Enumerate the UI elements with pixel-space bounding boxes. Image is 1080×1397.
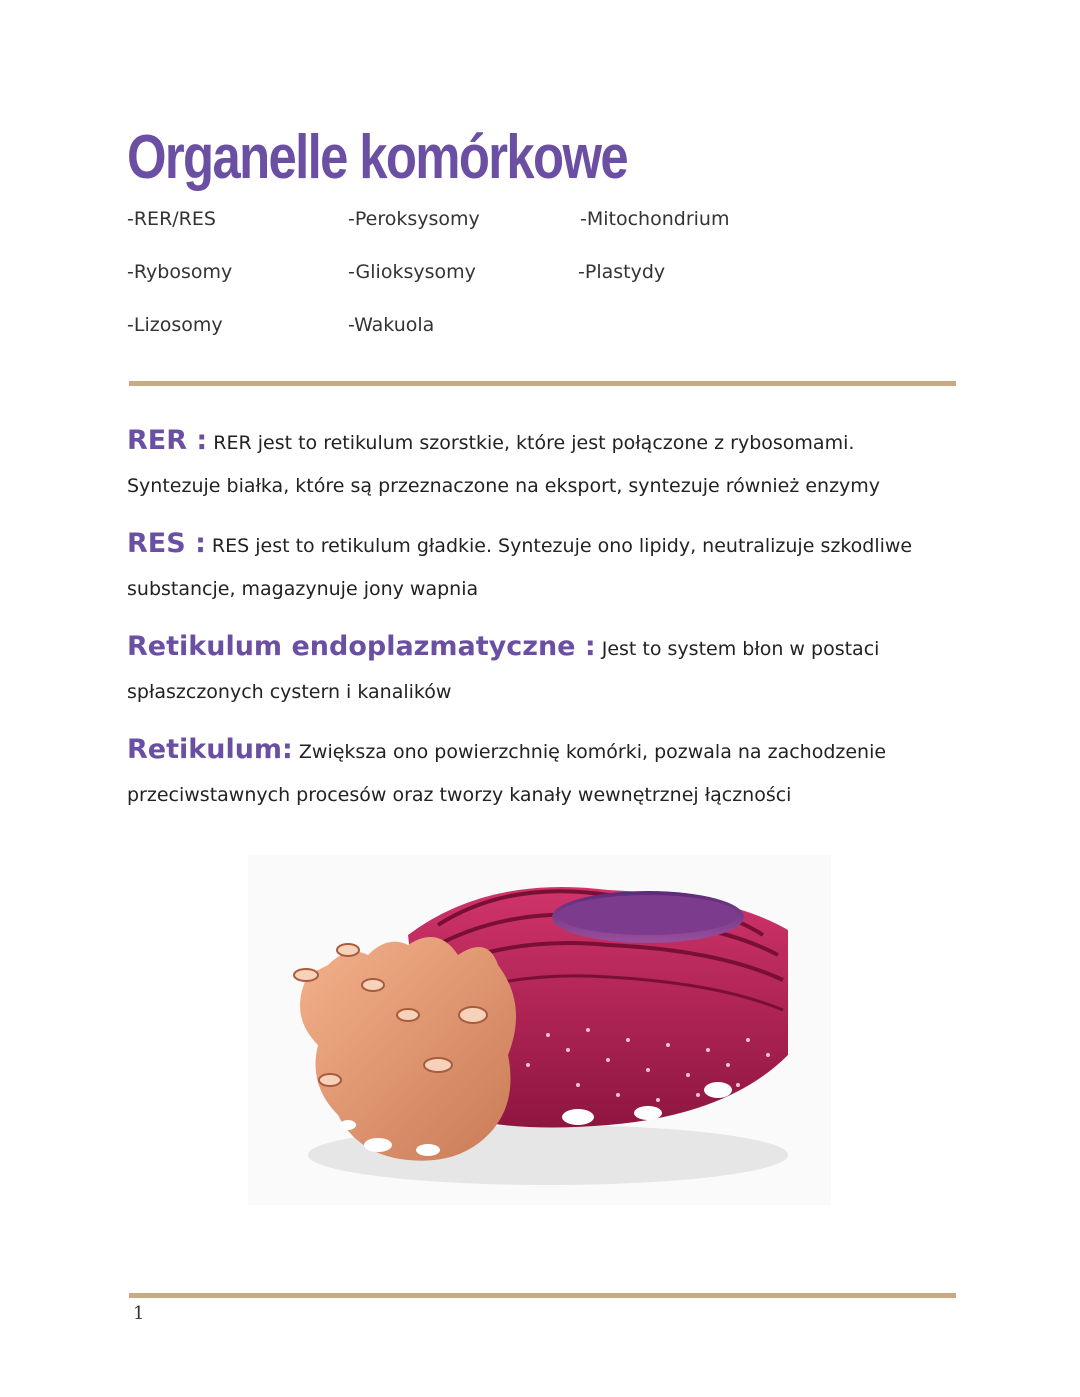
organelle-list-item: -Lizosomy <box>127 314 223 336</box>
organelle-list-item: -Glioksysomy <box>348 261 476 283</box>
paragraph-rer <box>127 419 947 508</box>
er-illustration-svg <box>248 855 831 1205</box>
organelle-list-item: -Plastydy <box>578 261 666 283</box>
page-number: 1 <box>133 1303 145 1324</box>
organelle-list-item: -RER/RES <box>127 208 216 230</box>
divider-bottom <box>129 1293 956 1298</box>
organelle-list-item: -Rybosomy <box>127 261 233 283</box>
term-rer: RER : <box>127 425 208 456</box>
paragraph-rer-text: RER jest to retikulum szorstkie, które jest połączone z rybosomami. Syntezuje białka, które są przeznaczone na eksport, syntezuje również enzymy <box>127 432 881 497</box>
paragraph-retikulum-text: Zwiększa ono powierzchnię komórki, pozwala na zachodzenie przeciwstawnych procesów oraz tworzy kanały wewnętrznej łączności <box>127 741 887 806</box>
term-res: RES : <box>127 528 206 559</box>
paragraph-res-text: RES jest to retikulum gładkie. Syntezuje ono lipidy, neutralizuje szkodliwe substancje, magazynuje jony wapnia <box>127 535 913 600</box>
term-er: Retikulum endoplazmatyczne : <box>127 631 596 662</box>
organelle-list-item: -Mitochondrium <box>580 208 730 230</box>
term-retikulum: Retikulum: <box>127 734 293 765</box>
organelle-list-item: -Wakuola <box>348 314 435 336</box>
page-title: Organelle komórkowe <box>127 123 628 192</box>
er-illustration <box>248 855 831 1205</box>
paragraph-er-text: Jest to system błon w postaci spłaszczonych cystern i kanalików <box>127 638 880 703</box>
paragraph-retikulum <box>127 728 947 817</box>
paragraph-er <box>127 625 947 714</box>
paragraph-res <box>127 522 947 611</box>
organelle-list-item: -Peroksysomy <box>348 208 480 230</box>
ser-tubules <box>294 937 516 1161</box>
divider-top <box>129 381 956 386</box>
